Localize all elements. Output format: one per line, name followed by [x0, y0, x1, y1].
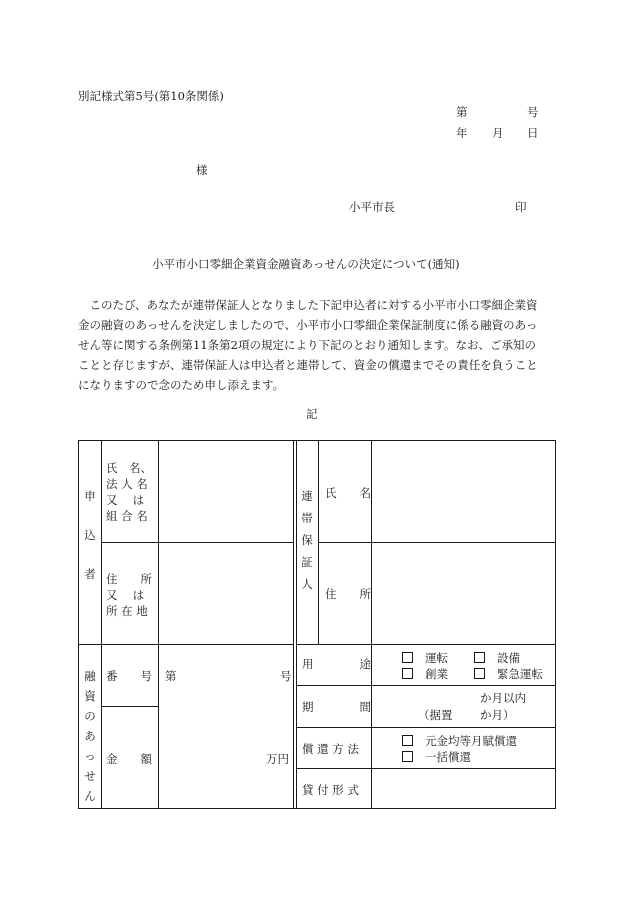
loan-number-suffix: 号 [280, 669, 292, 683]
purpose-option-operating[interactable]: 運転 [402, 650, 474, 666]
guarantor-address-field[interactable] [373, 544, 554, 643]
repayment-label: 償 還 方 法 [302, 742, 359, 756]
body-line: せん等に関する条例第11条第2項の規定により下記のとおり通知します。なお、ご承知の [78, 338, 537, 352]
notice-number-prefix: 第 [456, 105, 468, 119]
purpose-label: 用 途 [302, 657, 371, 671]
period-months: か月以内 [480, 691, 526, 705]
body-line: ことと存じますが、連帯保証人は申込者と連帯して、資金の償還までその責任を負うこと [78, 358, 538, 372]
applicant-header: 申 込 者 [84, 489, 96, 581]
loan-header: 融 資 の あ っ せ ん [84, 669, 96, 803]
document-title: 小平市小口零細企業資金融資あっせんの決定について(通知) [152, 257, 460, 271]
number-label: 番 号 [106, 669, 152, 683]
checkbox[interactable] [474, 668, 485, 679]
purpose-option-startup[interactable]: 創業 [402, 666, 474, 682]
body-line: になりますので念のため申し添えます。 [78, 378, 285, 392]
loan-number-prefix: 第 [165, 669, 177, 683]
date-year: 年 [456, 126, 468, 140]
checkbox[interactable] [402, 668, 413, 679]
loan-form-field[interactable] [373, 770, 554, 807]
applicant-address-field[interactable] [160, 544, 292, 643]
body-paragraph [78, 295, 556, 395]
addressee-suffix: 様 [196, 163, 208, 177]
ki-label: 記 [306, 407, 318, 421]
period-label: 期 間 [302, 700, 371, 714]
purpose-option-emergency[interactable]: 緊急運転 [474, 667, 543, 681]
body-line: 金の融資のあっせんを決定しましたので、小平市小口零細企業保証制度に係る融資のあっ [78, 318, 538, 332]
amount-label: 金 額 [106, 752, 152, 766]
date-day: 日 [527, 126, 539, 140]
repayment-option-monthly[interactable]: 元金均等月賦償還 [402, 733, 517, 749]
checkbox[interactable] [474, 652, 485, 663]
amount-unit: 万円 [266, 752, 289, 766]
period-grace-open: （据置 [418, 708, 453, 722]
seal-mark: 印 [515, 200, 527, 214]
repayment-option-lump-sum[interactable]: 一括償還 [402, 749, 517, 765]
body-line: このたび、あなたが連帯保証人となりました下記申込者に対する小平市小口零細企業資 [78, 298, 538, 312]
sender-name: 小平市長 [349, 200, 395, 214]
guarantor-name-label: 氏 名 [325, 486, 371, 500]
notice-number-suffix: 号 [527, 105, 539, 119]
guarantor-header: 連 帯 保 証 人 [301, 489, 313, 591]
purpose-option-equipment[interactable]: 設備 [474, 651, 520, 665]
form-id: 別記様式第5号(第10条関係) [78, 89, 224, 103]
date-month: 月 [492, 126, 504, 140]
checkbox[interactable] [402, 751, 413, 762]
applicant-name-field[interactable] [160, 442, 292, 541]
repayment-options [402, 733, 517, 765]
loan-form-label: 貸 付 形 式 [302, 783, 359, 797]
guarantor-name-field[interactable] [373, 442, 554, 541]
checkbox[interactable] [402, 652, 413, 663]
purpose-options [402, 650, 543, 682]
period-grace-close: か月） [480, 708, 515, 722]
guarantor-address-label: 住 所 [325, 587, 371, 601]
address-label: 住 所 又 は 所 在 地 [106, 572, 152, 618]
name-label: 氏 名、 法 人 名 又 は 組 合 名 [106, 461, 152, 523]
checkbox[interactable] [402, 735, 413, 746]
